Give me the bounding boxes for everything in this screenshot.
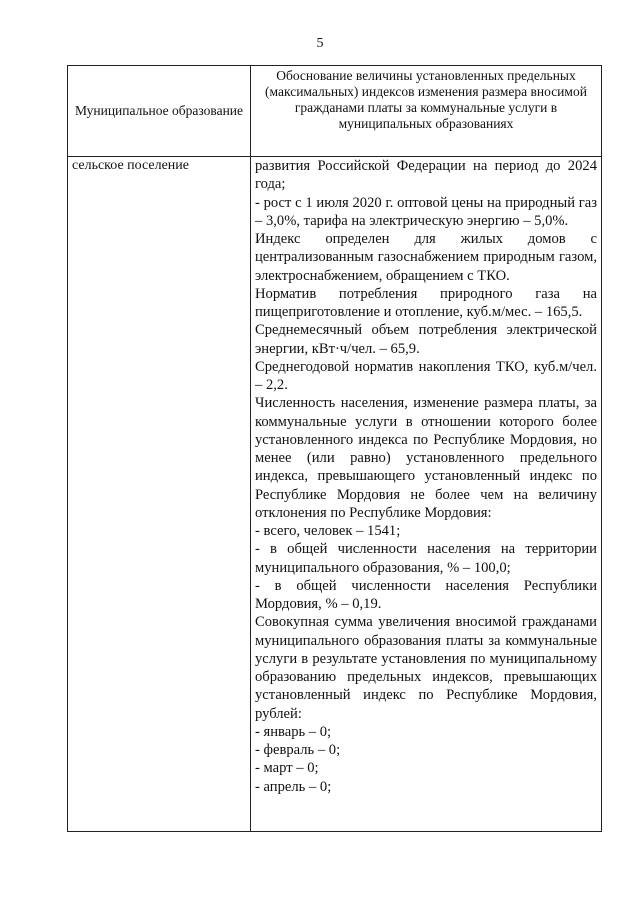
header-justification xyxy=(251,66,602,157)
header-municipality xyxy=(68,66,251,157)
page-number: 5 xyxy=(316,36,324,51)
justification-table xyxy=(67,65,602,832)
justification-paragraph: - в общей численности населения Республики Мордовия, % – 0,19. xyxy=(255,577,597,612)
justification-paragraph: - январь – 0; xyxy=(255,723,332,740)
justification-paragraph: Среднегодовой норматив накопления ТКО, куб.м/чел. – 2,2. xyxy=(255,358,597,393)
justification-paragraph: Среднемесячный объем потребления электрической энергии, кВт·ч/чел. – 65,9. xyxy=(255,322,597,357)
table-header-row xyxy=(68,66,602,157)
municipality-cell xyxy=(68,157,251,832)
justification-paragraph: Норматив потребления природного газа на пищеприготовление и отопление, куб.м/мес. – 165,5. xyxy=(255,285,597,320)
justification-paragraph: Индекс определен для жилых домов с централизованным газоснабжением природным газом, электроснабжением, обращением с ТКО. xyxy=(255,231,597,284)
justification-paragraph: - рост с 1 июля 2020 г. оптовой цены на природный газ – 3,0%, тарифа на электрическую энергию – 5,0%. xyxy=(255,194,597,229)
municipality-name: сельское поселение xyxy=(72,158,189,173)
justification-paragraph: развития Российской Федерации на период до 2024 года; xyxy=(255,158,597,193)
justification-paragraph: - апрель – 0; xyxy=(255,778,332,795)
justification-paragraph: - в общей численности населения на территории муниципального образования, % – 100,0; xyxy=(255,541,597,576)
header-justification-text: Обоснование величины установленных предельных (максимальных) индексов изменения размера вносимой гражданами платы за коммунальные услуги в муниципальных образованиях xyxy=(265,68,587,131)
justification-paragraph: - март – 0; xyxy=(255,760,319,777)
justification-paragraph: Совокупная сумма увеличения вносимой гражданами муниципального образования платы за коммунальные услуги в результате установления по муниципальному образованию предельных индексов, превышающих установленный индекс по Республике Мордовия, рублей: xyxy=(255,614,597,722)
header-municipality-text: Муниципальное образование xyxy=(74,103,244,118)
justification-paragraph: Численность населения, изменение размера платы, за коммунальные услуги в отношении которого более установленного индекса по Республике Мордовия, но менее (или равно) установленного предельного индекса, превышающего установленный индекс по Республике Мордовия не более чем на величину отклонения по Республике Мордовия: xyxy=(255,395,597,521)
justification-cell xyxy=(251,157,602,832)
table-row xyxy=(68,157,602,832)
justification-paragraph: - февраль – 0; xyxy=(255,742,341,758)
justification-paragraph: - всего, человек – 1541; xyxy=(255,523,401,539)
